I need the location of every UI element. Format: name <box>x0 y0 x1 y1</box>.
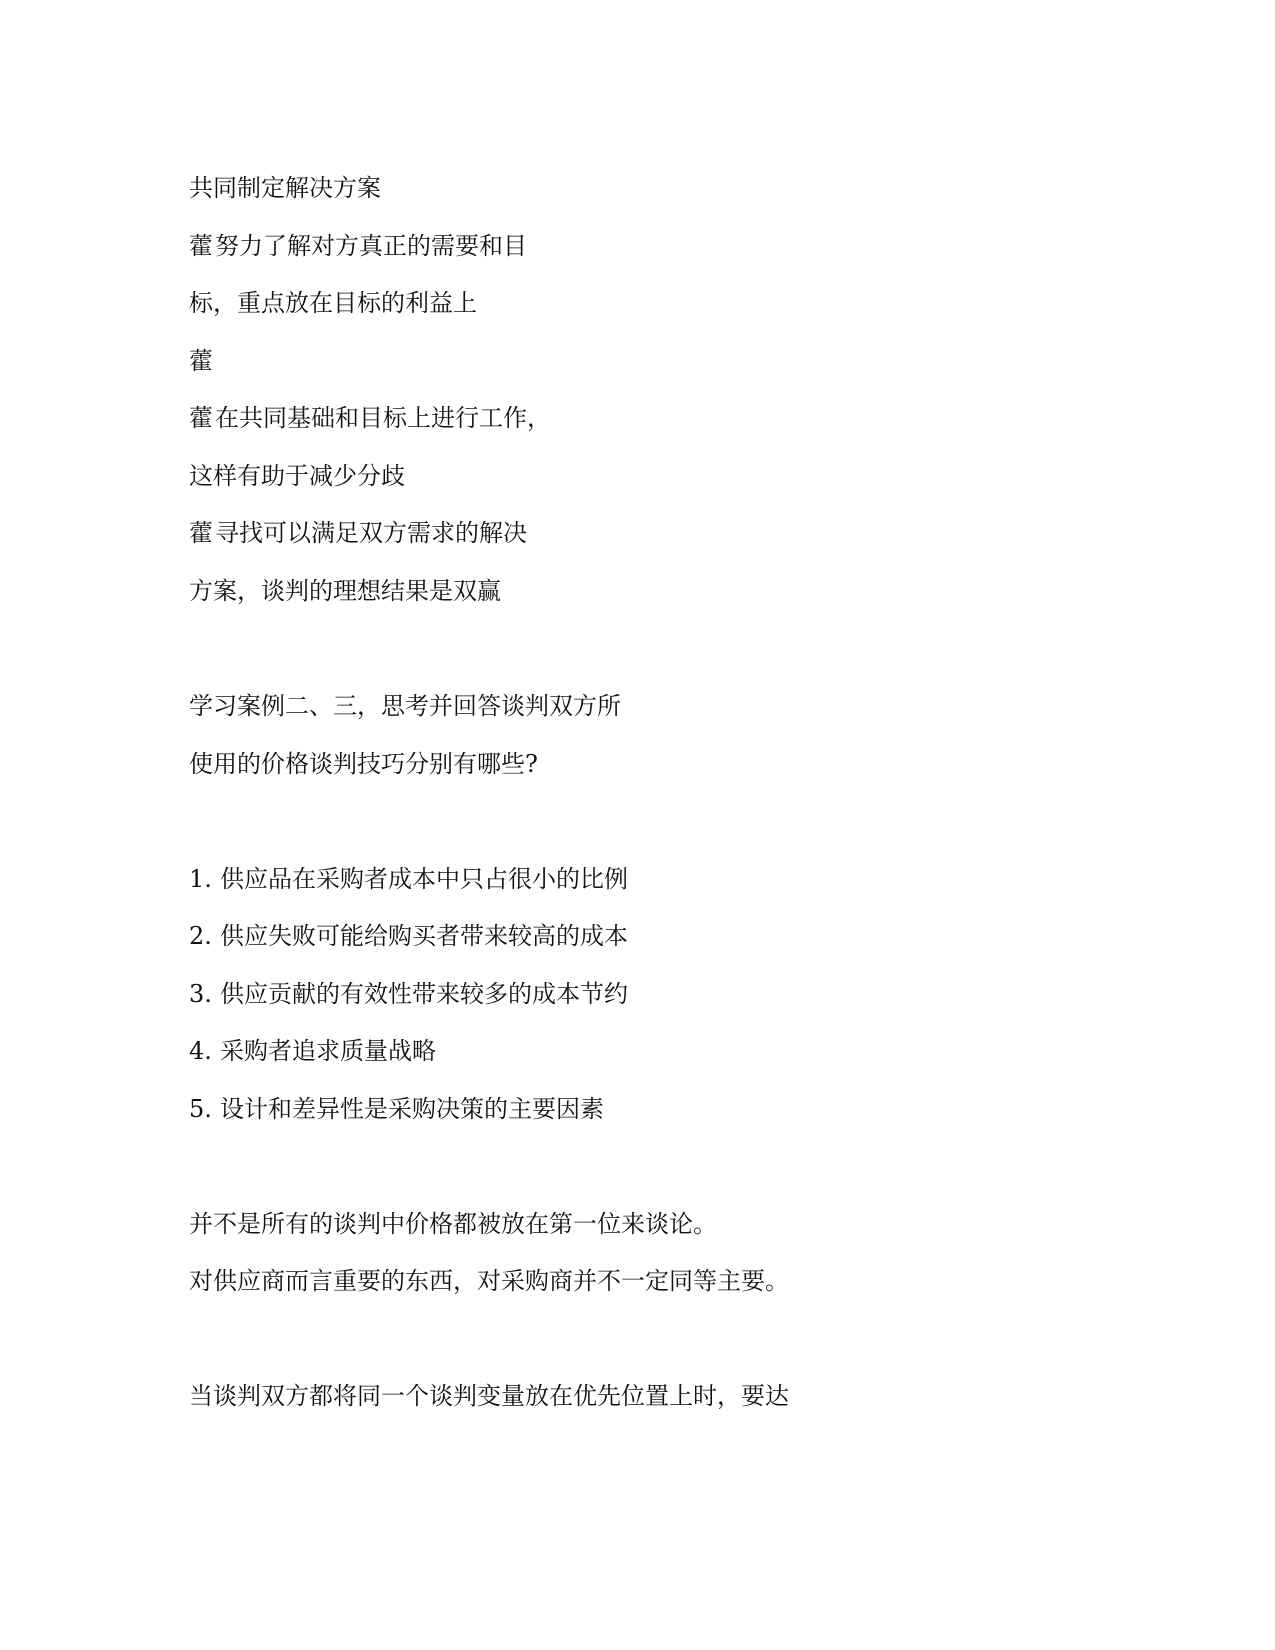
item-text: 供应贡献的有效性带来较多的成本节约 <box>220 980 628 1008</box>
bullet-glyph: 藿 <box>189 404 213 432</box>
bullet-text: 寻找可以满足双方需求的解决 <box>215 519 527 547</box>
numbered-item <box>189 864 628 894</box>
item-number: 3. <box>189 980 212 1008</box>
section-heading: 共同制定解决方案 <box>189 174 381 202</box>
bullet-glyph: 藿 <box>189 519 213 547</box>
bullet-continuation: 这样有助于减少分歧 <box>189 462 405 490</box>
bullet-line <box>189 231 527 261</box>
bullet-continuation: 方案，谈判的理想结果是双赢 <box>189 577 501 605</box>
question-line: 使用的价格谈判技巧分别有哪些? <box>189 750 538 778</box>
paragraph-line: 当谈判双方都将同一个谈判变量放在优先位置上时，要达 <box>189 1382 789 1410</box>
paragraph-line: 并不是所有的谈判中价格都被放在第一位来谈论。 <box>189 1210 717 1238</box>
numbered-item <box>189 1036 436 1066</box>
item-text: 供应品在采购者成本中只占很小的比例 <box>220 865 628 893</box>
item-number: 4. <box>189 1037 212 1065</box>
item-number: 2. <box>189 922 212 950</box>
bullet-text: 努力了解对方真正的需要和目 <box>215 232 527 260</box>
item-number: 5. <box>189 1095 212 1123</box>
bullet-line <box>189 403 551 433</box>
bullet-line-empty <box>189 346 215 376</box>
bullet-glyph: 藿 <box>189 347 213 375</box>
numbered-item <box>189 979 628 1009</box>
item-number: 1. <box>189 865 212 893</box>
bullet-line <box>189 518 527 548</box>
bullet-glyph: 藿 <box>189 232 213 260</box>
numbered-item <box>189 1094 604 1124</box>
paragraph-line: 对供应商而言重要的东西，对采购商并不一定同等主要。 <box>189 1267 789 1295</box>
bullet-continuation: 标，重点放在目标的利益上 <box>189 289 477 317</box>
item-text: 供应失败可能给购买者带来较高的成本 <box>220 922 628 950</box>
numbered-item <box>189 921 628 951</box>
bullet-text: 在共同基础和目标上进行工作， <box>215 404 551 432</box>
item-text: 设计和差异性是采购决策的主要因素 <box>220 1095 604 1123</box>
item-text: 采购者追求质量战略 <box>220 1037 436 1065</box>
question-line: 学习案例二、三，思考并回答谈判双方所 <box>189 692 621 720</box>
